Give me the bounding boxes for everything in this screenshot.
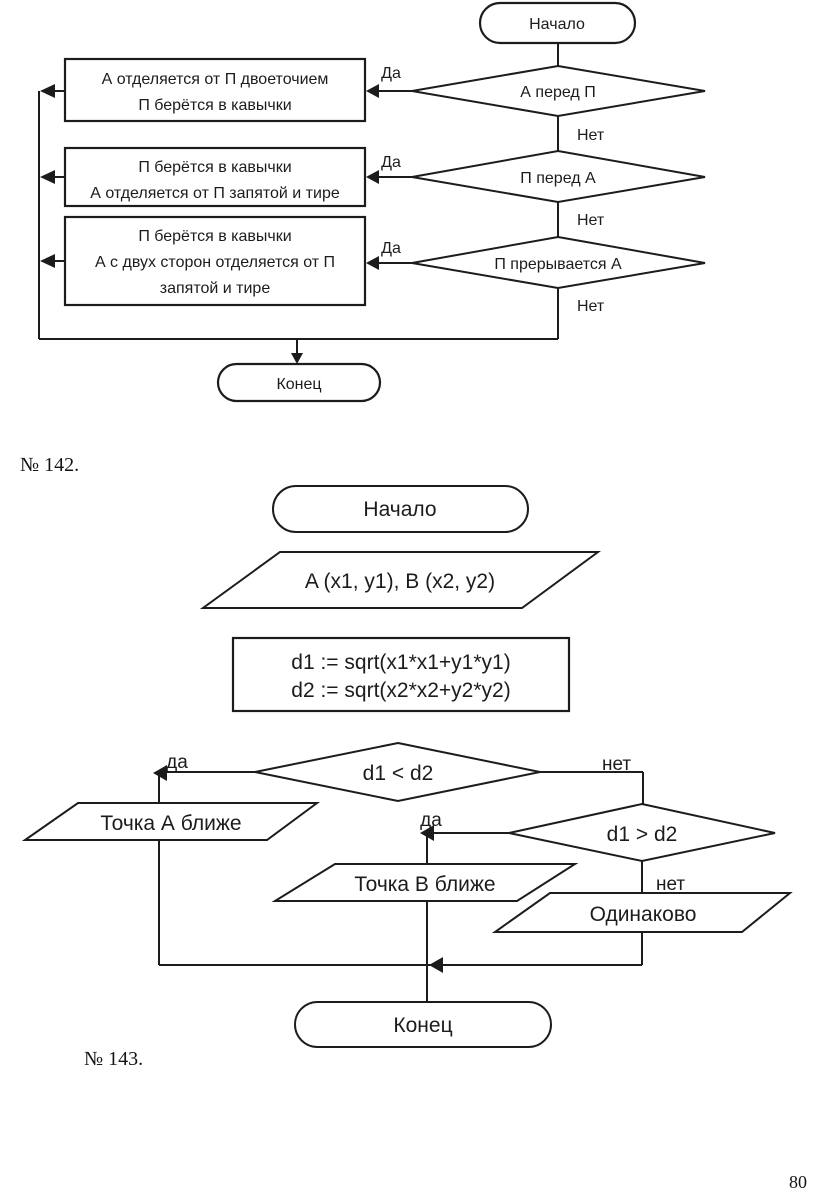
fc2-process-line2: d2 := sqrt(x2*x2+y2*y2) (291, 679, 511, 702)
fc1-box2-line1: П берётся в кавычки (138, 159, 292, 176)
fc2-process-line1: d1 := sqrt(x1*x1+y1*y1) (291, 651, 511, 674)
exercise-143-label: № 143. (84, 1048, 144, 1070)
fc1-decision-2-label: П перед А (520, 170, 596, 187)
fc2-yes-label-1: да (166, 752, 188, 773)
fc1-box1-line2: П берётся в кавычки (138, 97, 292, 114)
fc2-output-equal-label: Одинаково (589, 903, 697, 926)
fc1-decision-1-label: А перед П (520, 84, 596, 101)
fc1-box3-line3: запятой и тире (159, 280, 271, 297)
fc2-no-label-2: нет (656, 874, 686, 895)
fc1-end-label: Конец (276, 376, 322, 393)
fc1-yes-label-2: Да (381, 154, 401, 171)
fc1-yes-arrowhead-1 (366, 84, 379, 98)
fc2-output-a-label: Точка А ближе (100, 812, 242, 835)
fc1-no-label-2: Нет (577, 212, 605, 229)
fc1-no-label-3: Нет (577, 298, 605, 315)
exercise-142-label: № 142. (20, 454, 80, 476)
fc2-end-label: Конец (393, 1014, 453, 1037)
fc1-box2-line2: А отделяется от П запятой и тире (90, 185, 340, 202)
fc1-decision-3-label: П прерывается А (494, 256, 622, 273)
fc2-input-label: A (x1, y1), B (x2, y2) (304, 570, 496, 593)
fc2-no-label-1: нет (602, 754, 632, 775)
fc2-merge-arrowhead (429, 957, 443, 973)
fc1-box2-out-arrowhead (40, 170, 55, 184)
page-number: 80 (789, 1172, 807, 1192)
fc1-yes-label-3: Да (381, 240, 401, 257)
fc1-start-label: Начало (529, 16, 585, 33)
fc2-output-b-label: Точка В ближе (354, 873, 496, 896)
fc1-yes-label-1: Да (381, 65, 401, 82)
fc1-yes-arrowhead-3 (366, 256, 379, 270)
fc2-decision-2-label: d1 > d2 (606, 823, 678, 846)
fc1-no-label-1: Нет (577, 127, 605, 144)
fc2-decision-1-label: d1 < d2 (362, 762, 434, 785)
fc1-box1-out-arrowhead (40, 84, 55, 98)
fc1-box3-line2: А с двух сторон отделяется от П (94, 254, 336, 271)
fc1-yes-arrowhead-2 (366, 170, 379, 184)
fc1-box3-line1: П берётся в кавычки (138, 228, 292, 245)
fc1-box3-out-arrowhead (40, 254, 55, 268)
fc2-start-label: Начало (363, 498, 437, 521)
fc1-end-arrowhead (291, 353, 303, 364)
fc1-box1-line1: А отделяется от П двоеточием (101, 71, 329, 88)
fc2-yes-label-2: да (420, 810, 442, 831)
